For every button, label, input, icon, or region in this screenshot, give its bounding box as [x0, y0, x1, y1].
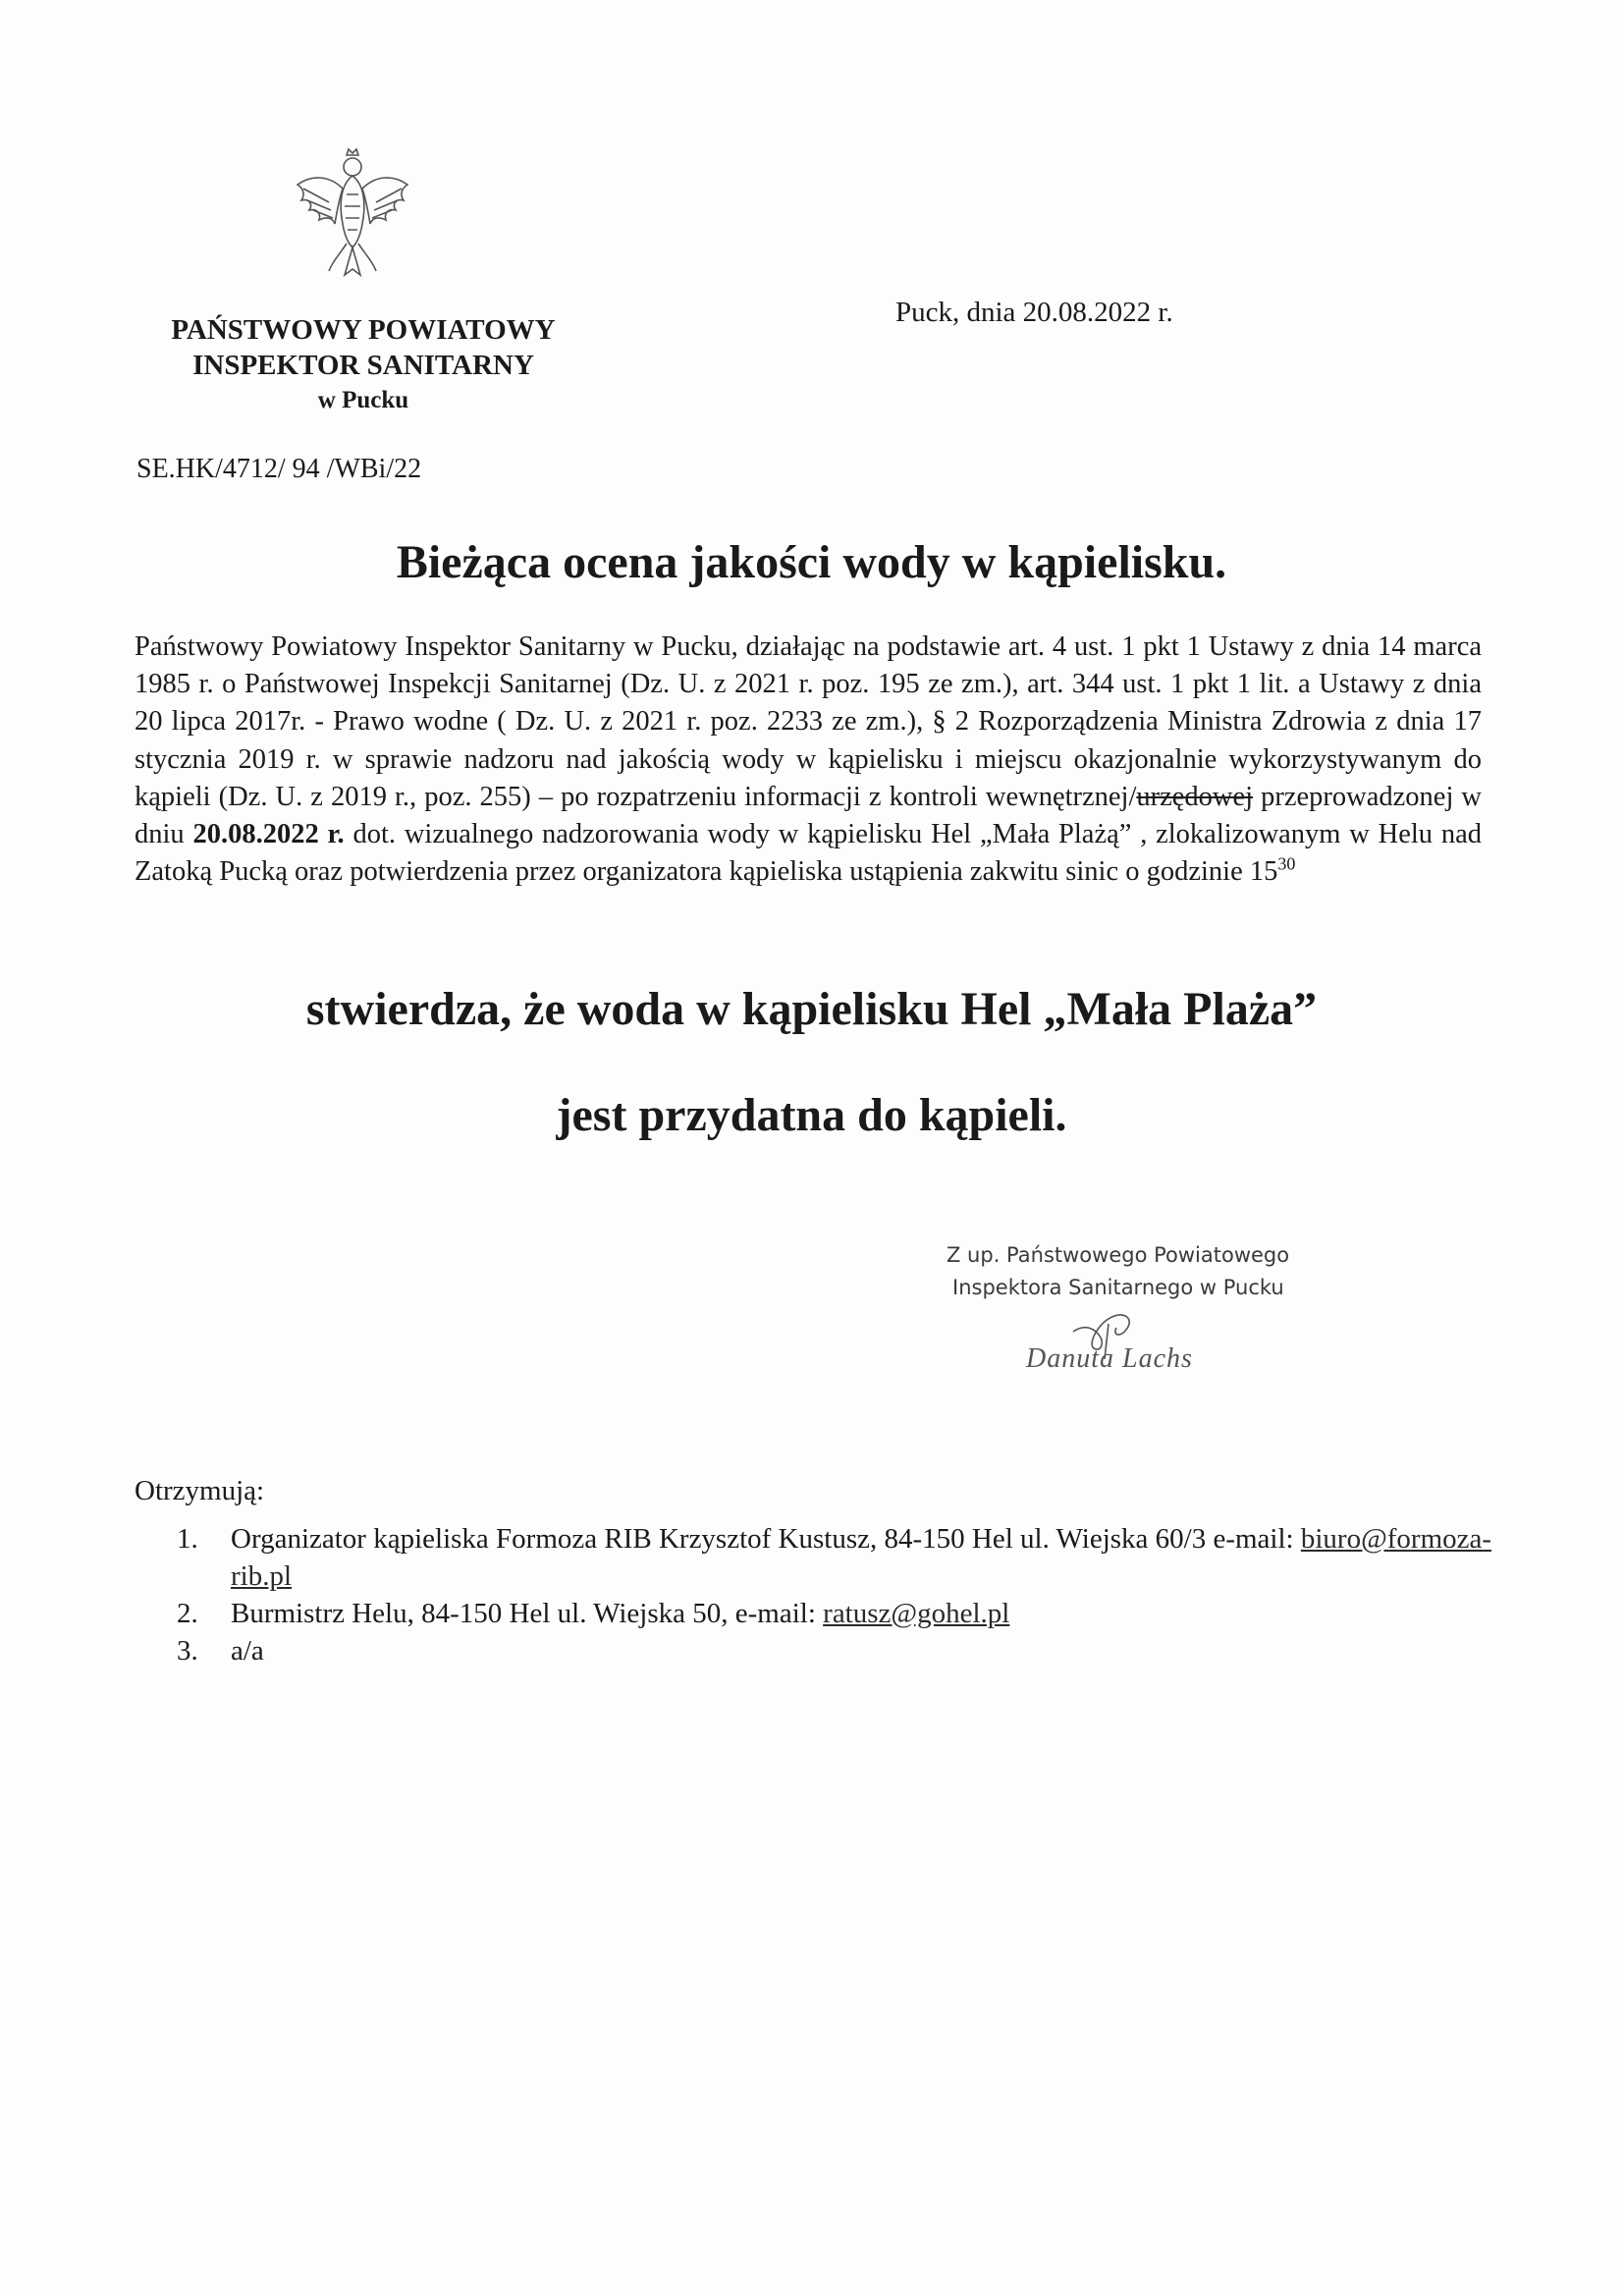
list-item — [177, 1632, 1492, 1669]
time-superscript: 30 — [1277, 853, 1296, 874]
conclusion-line-2: jest przydatna do kąpieli. — [556, 1089, 1067, 1141]
body-part-2: przeprowadzonej w dniu — [135, 781, 1483, 850]
body-part-1: Państwowy Powiatowy Inspektor Sanitarny w Pucku, działając na podstawie art. 4 ust. 1 pkt 1 Ustawy z dnia 14 marca 1985 r. o Państwowej Inspekcji Sanitarnej (Dz. U. z 2021 r. poz. 195 ze zm.), art. 344 ust. 1 pkt 1 lit. a Ustawy z dnia 20 lipca 2017r. - Prawo wodne ( Dz. U. z 2021 r. poz. 2233 ze zm.), § 2 Rozporządzenia Ministra Zdrowia z dnia 17 stycznia 2019 r. w sprawie nadzoru nad jakością wody w kąpielisku i miejscu okazjonalnie wykorzystywanym do kąpieli (Dz. U. z 2019 r., poz. 255) – po rozpatrzeniu informacji z kontroli wewnętrznej/ — [135, 631, 1482, 812]
authority-line-3: w Pucku — [317, 387, 409, 413]
list-item-number: 1. — [177, 1523, 198, 1555]
recipients-heading: Otrzymują: — [135, 1475, 265, 1506]
recipients-list — [177, 1520, 1492, 1669]
email-link[interactable]: biuro@formoza-rib.pl — [231, 1523, 1492, 1592]
list-item-text: Burmistrz Helu, 84-150 Hel ul. Wiejska 50, e-mail: — [231, 1598, 824, 1629]
email-link[interactable]: ratusz@gohel.pl — [823, 1598, 1010, 1629]
document-title: Bieżąca ocena jakości wody w kąpielisku. — [396, 536, 1227, 588]
body-paragraph — [135, 629, 1482, 891]
list-item-number: 2. — [177, 1598, 198, 1629]
reference-number: SE.HK/4712/ 94 /WBi/22 — [136, 454, 422, 484]
stamp-line-2: Inspektora Sanitarnego w Pucku — [952, 1276, 1284, 1299]
body-part-3: dot. wizualnego nadzorowania wody w kąpielisku Hel „Mała Plażą” , zlokalizowanym w Helu nad Zatoką Pucką oraz potwierdzenia przez organizatora kąpieliska ustąpienia zakwitu sinic o godzinie 15 — [135, 819, 1482, 888]
conclusion-line-1: stwierdza, że woda w kąpielisku Hel „Mała Plaża” — [305, 983, 1318, 1035]
signer-name: Danuta Lachs — [1026, 1343, 1193, 1374]
list-item-text: Organizator kąpieliska Formoza RIB Krzysztof Kustusz, 84-150 Hel ul. Wiejska 60/3 e-mail: — [231, 1523, 1301, 1555]
inspection-date: 20.08.2022 r. — [192, 819, 345, 850]
struck-word: urzędowej — [1136, 781, 1254, 812]
authority-header — [137, 312, 589, 418]
list-item-text: a/a — [231, 1635, 264, 1667]
authority-line-2: INSPEKTOR SANITARNY — [192, 350, 534, 381]
list-item — [177, 1595, 1492, 1632]
list-item-number: 3. — [177, 1635, 198, 1667]
authority-line-1: PAŃSTWOWY POWIATOWY — [171, 314, 556, 346]
eagle-emblem-icon — [290, 145, 415, 283]
list-item — [177, 1520, 1492, 1595]
place-date: Puck, dnia 20.08.2022 r. — [895, 297, 1173, 328]
stamp-line-1: Z up. Państwowego Powiatowego — [947, 1243, 1290, 1267]
